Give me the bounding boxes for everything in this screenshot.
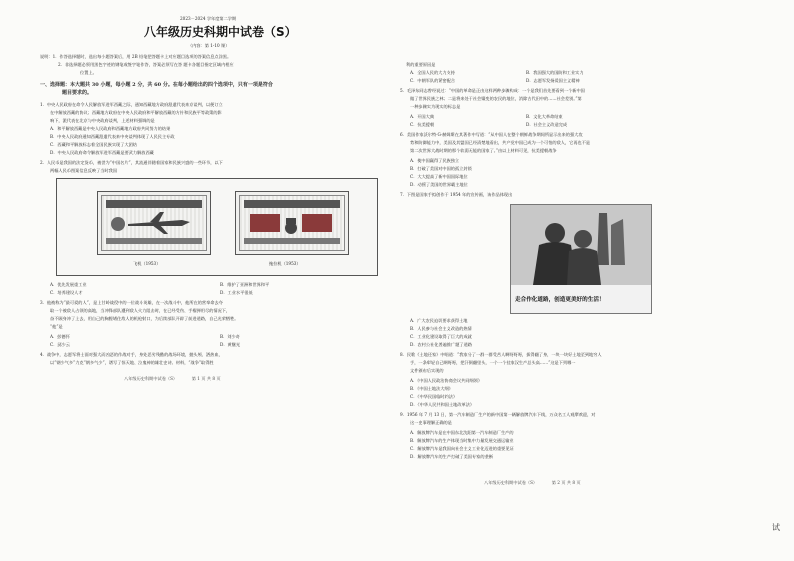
section-title-cont: 题目要求的。 <box>62 90 93 96</box>
tractor-icon <box>236 192 348 254</box>
q7-option-c: C．工业化建设取得了巨大的成就 <box>410 334 472 339</box>
page-footer-1: 八年级历史科期中试卷（S） 第 1 页 共 8 页 <box>124 376 221 381</box>
q5-option-c: C．抗美援朝 <box>410 122 435 127</box>
instruction-line-1: 说明：1．作答选择题时，选出每小题答案后，用 2B 铅笔把答题卡上对应题目选项的答案信息点涂黑。 <box>40 54 232 59</box>
propaganda-poster <box>510 204 652 314</box>
exam-title: 八年级历史科期中试卷（S） <box>144 25 297 39</box>
q8-option-a: A．《中国人民政治协商会议共同纲领》 <box>410 378 483 383</box>
q1-stem-3: 响下，派代表在北京与中央政府谈判，上述材料强调的是 <box>50 118 155 123</box>
section-title: 一、选择题：本大题共 30 小题，每小题 2 分，共 60 分。在每小题给出的四个选项中，只有一项是符合 <box>40 82 273 88</box>
airplane-icon <box>98 192 210 254</box>
q9-stem-1: 9．1956 年 7 月 13 日，第一汽车制造厂生产的新中国第一辆解放牌汽车下线，万众名工人观摩欢迎，对 <box>400 412 596 417</box>
poster-slogan: 走合作化道路，创造更美好的生活！ <box>515 297 605 303</box>
q6-stem-3: 第二次世界大战时期的那个软弱无能的国家了。”由以上材料可见，抗美援朝战争 <box>410 148 557 153</box>
q8-stem-1: 8．民歌《土地还家》中唱道：“我家分了一群一群受苦人啊呀呀呀，拔得翻了身，一块一块好土地至到地穷人 <box>400 352 602 357</box>
q8-option-b: B．《中国土地法大纲》 <box>410 386 453 391</box>
q3-option-d: D．黄继光 <box>220 342 241 347</box>
q9-option-b: B．解放牌汽车的生产体现当时集中力量发展交通运输业 <box>410 438 514 443</box>
q7-option-b: B．人民参与社会主义改造的热情 <box>410 326 472 331</box>
q1-option-d: D．中央人民政府命令解放军进军西藏是要武力解放西藏 <box>50 150 154 155</box>
q5-stem-2: 做了世界民族之林；二是将来处于社会嬗变的农民的地位，消除古代田中的……社会差别。”第 <box>410 96 582 101</box>
q7-stem: 7．下图是国家手拟创作于 1954 年的宣传画，该作品体现出 <box>400 192 513 197</box>
q8-stem-2: 手，一条犁轻自己啊呀呀，把汗倒翻里头，一个一个挂家汉生产总头高……”这是下列哪一 <box>410 360 576 365</box>
q3-stem-2: 取一个被敌人占领的高地，当冲锋部队遭到敌人火力阻击时，在已经受伤、手榴弹用尽的情况下， <box>50 308 231 313</box>
q1-stem-1: 1．中央人民政府在命令人民解放军进军西藏之际，通知西藏地方政府派遣代表来京谈判，以便订立 <box>40 102 223 107</box>
q3-stem-4: “他”是 <box>50 324 63 329</box>
banknote-figure <box>56 178 378 276</box>
caption-airplane: 飞机（1953） <box>133 261 161 266</box>
exam-page-2 <box>400 0 754 561</box>
q3-stem-3: 奋不顾身冲了上去，用自己的胸膛堵住敌人的机枪射口，为后续部队开辟了前进道路，自己光荣牺牲。 <box>50 316 239 321</box>
q6-option-d: D．动摇了美国的世界霸主地位 <box>410 182 468 187</box>
q5-option-b: B．文化大革命结束 <box>526 114 563 119</box>
q5-option-d: D．社会主义改造完成 <box>526 122 568 127</box>
q7-option-d: D．农村公社化普遍推广题了道路 <box>410 342 472 347</box>
school-year-line: 2023－2024 学年度第二学期 <box>180 16 237 21</box>
q6-option-c: C．大大提高了新中国国际地位 <box>410 174 468 179</box>
q9-option-a: A．解放牌汽车是在中国东北沈阳第一汽车制造厂生产的 <box>410 430 514 435</box>
q8-stem-3: 文件颁布后实现的 <box>410 368 444 373</box>
q5-option-a: A．开国大典 <box>410 114 434 119</box>
q2-option-a: A．优先发展重工业 <box>50 282 87 287</box>
q6-stem-2: 势和防御能力中，美国及其盟国已经清楚地看出，共产党中国已成为一个可怕的敌人，它再也不是 <box>410 140 591 145</box>
q1-option-a: A．和平解放西藏是中央人民政府和西藏地方政府共同努力的结果 <box>50 126 171 131</box>
q4-stem-1: 4．战争中，志愿军将士面对强大而凶恶的作战对手，身处恶劣残酷的战场环境，抛头颅、洒热血， <box>40 352 223 357</box>
q4-option-d: D．志愿军发扬爱国主义精神 <box>526 78 580 83</box>
q4-option-b: B．我国强大的国防和工业实力 <box>526 70 584 75</box>
instruction-line-2: 2．非选择题必须用黑色字迹的钢笔或签字笔作答，答案必须写在答 题卡各题目指定区域内相应 <box>58 62 234 67</box>
q7-option-a: A．广大农民迫切要求获得土地 <box>410 318 468 323</box>
q4-stem-2: 以“钢少气多”力克“钢多气少”，谱写了惊天地、泣鬼神的雄壮史诗。材料，“战争”取得胜 <box>50 360 214 365</box>
q4-option-a: A．全国人民的大力支持 <box>410 70 455 75</box>
q2-option-c: C．培养建设人才 <box>50 290 83 295</box>
q5-stem-1: 5．毛泽东同志曾经说过：“中国的革命是正由这样两种步骤构成：一个是我们首先要看到一个新中国 <box>400 88 585 93</box>
q2-stem-2: 两幅人民币图案信息反映了当时我国 <box>50 168 118 173</box>
banknote-tractor <box>235 191 349 255</box>
corner-mark: 试 <box>772 523 780 532</box>
page-footer-2: 八年级历史科期中试卷（S） 第 2 页 共 8 页 <box>484 480 581 485</box>
q5-stem-3: 一种步骤实为现实的标志是 <box>410 104 461 109</box>
q9-option-d: D．解放牌汽车的生产打破了美国专家的垄断 <box>410 454 493 459</box>
caption-tractor: 拖拉机（1953） <box>269 261 301 266</box>
q3-option-b: B．刘少奇 <box>220 334 240 339</box>
q8-option-c: C．《中华民国临时约法》 <box>410 394 458 399</box>
q4-stem-cont: 利的重要原因是 <box>406 62 436 67</box>
q3-option-c: C．邱少云 <box>50 342 70 347</box>
q6-option-b: B．打破了美国对中国的孤立封锁 <box>410 166 472 171</box>
q9-option-c: C．解放牌汽车是我国向社会主义工业化迈进的重要见证 <box>410 446 514 451</box>
q3-stem-1: 3．他被称为“最可爱的人”，是上甘岭战役中的一位战斗英雄，在一次战斗中，他所在的营奉命去夺 <box>40 300 223 305</box>
q8-option-d: D．《中华人民共和国土地改革法》 <box>410 402 475 407</box>
exam-page-1 <box>40 0 394 561</box>
q1-stem-2: 在中解放西藏的协议；西藏地方政府在中央人民政府和平解放西藏的方针和民族平等政策的影 <box>50 110 222 115</box>
q3-option-a: A．彭德怀 <box>50 334 70 339</box>
banknote-airplane <box>97 191 211 255</box>
q2-stem-1: 2．人民币是我国的法定货币，被誉为“中国名片”，其流通伴随着国家和民族兴盛的一些环节，以下 <box>40 160 223 165</box>
q6-option-a: A．使中国赢得了民族独立 <box>410 158 460 163</box>
q1-option-c: C．西藏和平解放标志着全国民族实现了大团结 <box>50 142 137 147</box>
exam-scope: （内容：第 1-10 课） <box>188 43 230 48</box>
instruction-line-3: 位置上。 <box>80 70 97 75</box>
q9-stem-2: 这一史事理解正确的是 <box>410 420 452 425</box>
q6-stem-1: 6．美国作家沃尔特·G·赫姆斯在其著作中写道：“从中国人在整个朝鲜战争期间所显示出来的强大攻 <box>400 132 583 137</box>
q4-option-c: C．中朝军队的紧密配合 <box>410 78 456 83</box>
q2-option-b: B．维护了亚洲和世界和平 <box>220 282 270 287</box>
q2-option-d: D．工业水平很低 <box>220 290 253 295</box>
q1-option-b: B．中央人民政府通知西藏派遣代表来中央谈判体现了人民民主专政 <box>50 134 175 139</box>
